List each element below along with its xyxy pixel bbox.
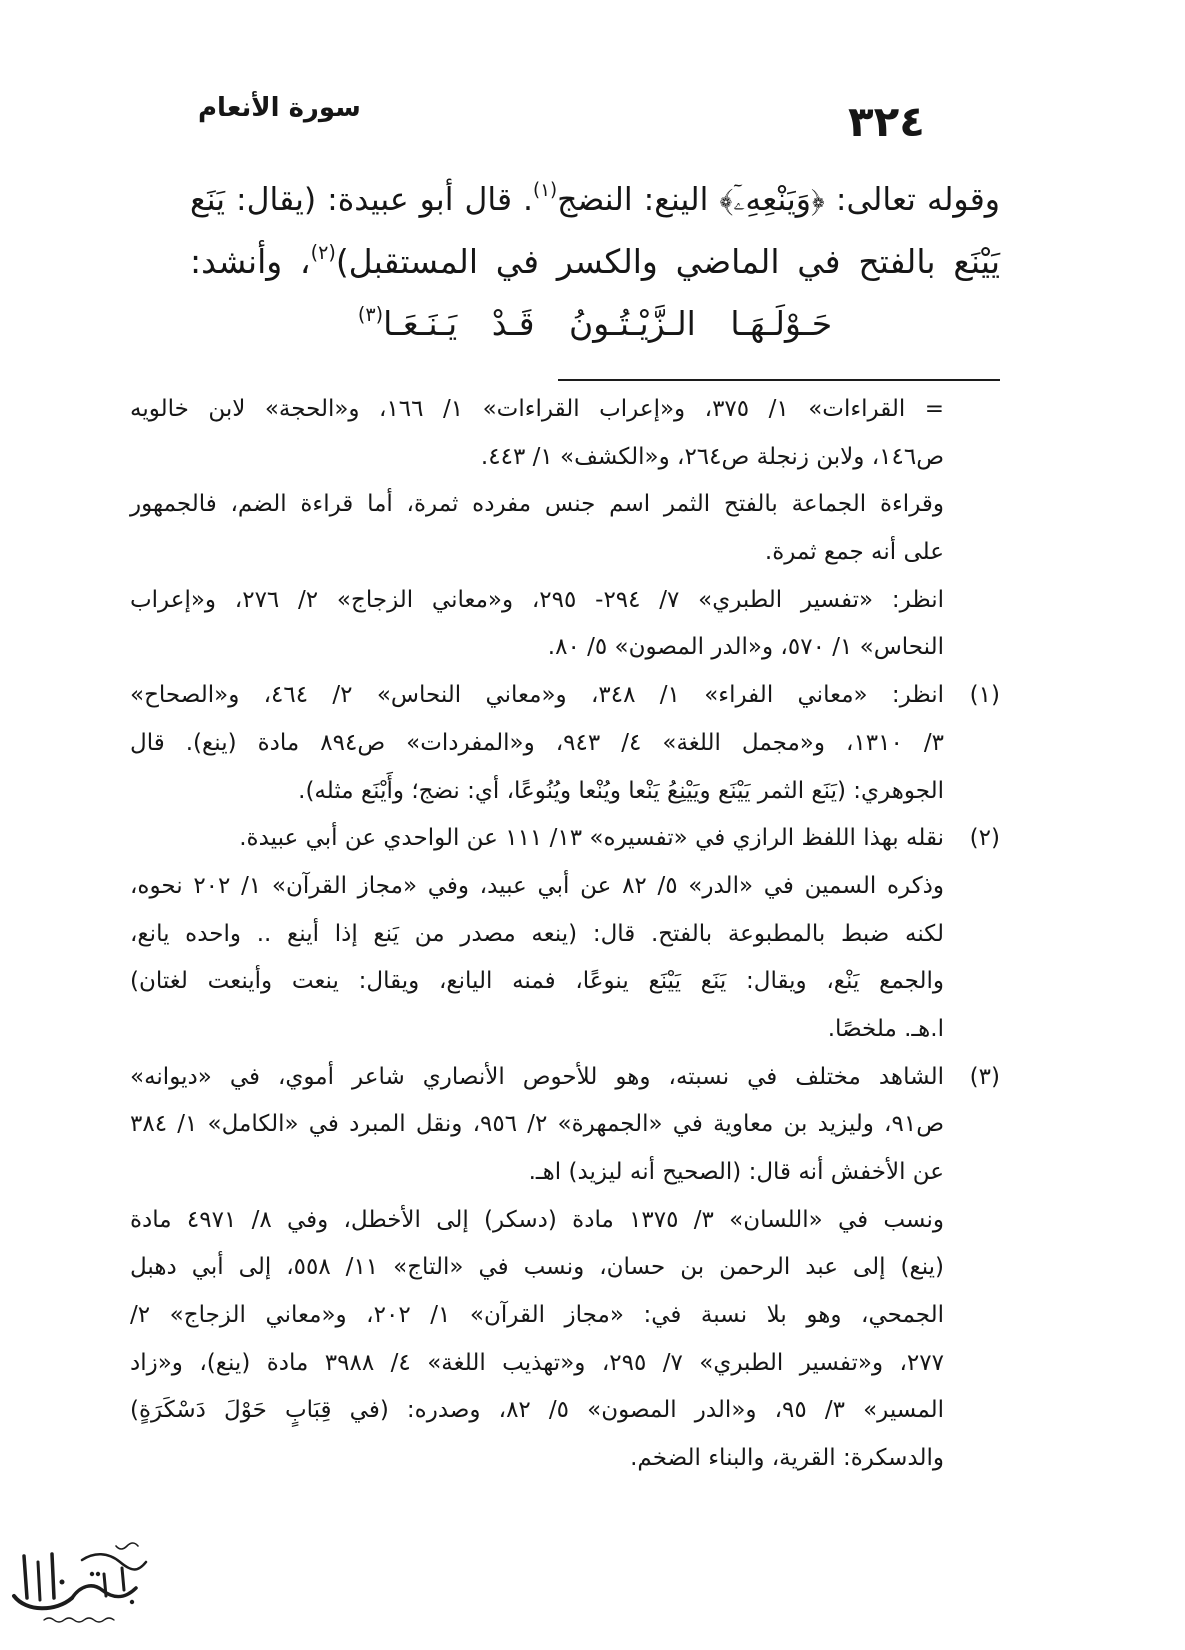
footnote-line <box>130 768 1000 816</box>
footnote-line <box>130 624 1000 672</box>
footnote-line <box>130 1387 1000 1435</box>
footnote-line <box>130 577 1000 625</box>
footnote-line <box>130 911 1000 959</box>
footnote-ref: (١) <box>533 180 558 202</box>
main-text-segment: ، وأنشد: <box>190 242 311 281</box>
main-text-segment: يَيْنَع بالفتح في الماضي والكسر في المستقبل) <box>335 242 1000 281</box>
footnote-text: النحاس» ١/ ٥٧٠، و«الدر المصون» ٥/ ٨٠. <box>547 634 944 661</box>
footnote-line <box>130 815 1000 863</box>
footnote-text: ا.هـ. ملخصًا. <box>827 1015 944 1042</box>
footnote-text: والدسكرة: القرية، والبناء الضخم. <box>630 1445 944 1472</box>
footnote-text: عن الأخفش أنه قال: (الصحيح أنه ليزيد) اهـ. <box>528 1159 944 1185</box>
footnote-text: ص٩١، وليزيد بن معاوية في «الجمهرة» ٢/ ٩٥٦، ونقل المبرد في «الكامل» ١/ ٣٨٤ <box>130 1111 945 1138</box>
footnote-text: = القراءات» ١/ ٣٧٥، و«إعراب القراءات» ١/ ١٦٦، و«الحجة» لابن خالويه <box>130 396 945 422</box>
footnote-line <box>130 386 1000 434</box>
footnote-ref: (٣) <box>357 302 384 326</box>
footnote-line <box>130 1006 1000 1054</box>
footnote-line <box>130 529 1000 577</box>
footnote-number: (٣) <box>969 1063 1000 1090</box>
footnote-separator <box>558 379 1000 381</box>
footnote-text: لكنه ضبط بالمطبوعة بالفتح. قال: (ينعه مصدر من يَنع إذا أينع .. واحده يانع، <box>130 920 944 947</box>
page-number: ٣٢٤ <box>848 97 925 146</box>
footnote-line <box>130 863 1000 911</box>
footnote-text: وذكره السمين في «الدر» ٥/ ٨٢ عن أبي عبيد، وفي «مجاز القرآن» ١/ ٢٠٢ نحوه، <box>130 872 944 899</box>
publisher-calligraphy-icon <box>4 1538 154 1630</box>
footnote-line <box>130 1197 1000 1245</box>
footnote-ref: (٢) <box>310 240 336 264</box>
footnotes <box>130 386 1000 1483</box>
footnote-text: وقراءة الجماعة بالفتح الثمر اسم جنس مفرده ثمرة، أما قراءة الضم، فالجمهور <box>130 491 944 518</box>
footnote-line <box>130 1149 1000 1197</box>
main-text-line <box>190 169 1000 231</box>
footnote-text: الشاهد مختلف في نسبته، وهو للأحوص الأنصاري شاعر أموي، في «ديوانه» <box>130 1063 944 1090</box>
footnote-text: والجمع يَنْع، ويقال: يَنَع يَيْنَع ينوعًا، فمنه اليانع، ويقال: ينعت وأينعت لغتان) <box>130 968 944 995</box>
footnote-number: (١) <box>969 682 1000 709</box>
footnote-line <box>130 958 1000 1006</box>
footnote-line <box>130 1340 1000 1388</box>
surah-title: سورة الأنعام <box>198 93 361 123</box>
footnote-text: نقله بهذا اللفظ الرازي في «تفسيره» ١٣/ ١١١ عن الواحدي عن أبي عبيدة. <box>239 825 944 852</box>
footnote-text: الجوهري: (يَنَع الثمر يَيْنَع ويَيْنِعُ يَنْعا ويُنْعا ويُنُوعًا، أي: نضج؛ وأَيْنَع مثله). <box>298 777 944 804</box>
footnote-text: (ينع) إلى عبد الرحمن بن حسان، ونسب في «التاج» ١١/ ٥٥٨، إلى أبي دهبل <box>130 1254 945 1281</box>
footnote-text: ص١٤٦، ولابن زنجلة ص٢٦٤، و«الكشف» ١/ ٤٤٣. <box>480 443 944 470</box>
footnote-text: ونسب في «اللسان» ٣/ ١٣٧٥ مادة (دسكر) إلى الأخطل، وفي ٨/ ٤٩٧١ مادة <box>130 1206 945 1233</box>
footnote-line <box>130 434 1000 482</box>
footnote-line <box>130 1054 1000 1102</box>
footnote-line <box>130 1292 1000 1340</box>
publisher-logo <box>4 1538 154 1630</box>
poem-verse-text: حَـوْلَـهَـا الـزَّيْـتُـونُ قَـدْ يَـنَـعَـا <box>383 304 833 343</box>
main-text-segment: . قال أبو عبيدة: (يقال: يَنَع <box>190 182 534 218</box>
main-text-segment: وقوله تعالى: ﴿وَيَنْعِهِۦٓ﴾ الينع: النضج <box>557 182 1000 218</box>
footnote-line <box>130 1244 1000 1292</box>
footnote-text: الجمحي، وهو بلا نسبة في: «مجاز القرآن» ١/ ٢٠٢، و«معاني الزجاج» ٢/ <box>130 1302 944 1329</box>
footnote-line <box>130 720 1000 768</box>
footnote-line <box>130 481 1000 529</box>
footnote-number: (٢) <box>969 825 1000 852</box>
footnote-text: على أنه جمع ثمرة. <box>764 539 944 566</box>
footnote-line <box>130 1435 1000 1483</box>
main-text-line <box>190 231 1000 293</box>
footnote-text: ٣/ ١٣١٠، و«مجمل اللغة» ٤/ ٩٤٣، و«المفردات» ص٨٩٤ مادة (ينع). قال <box>130 729 944 756</box>
footnote-text: انظر: «معاني الفراء» ١/ ٣٤٨، و«معاني النحاس» ٢/ ٤٦٤، و«الصحاح» <box>130 682 944 709</box>
footnote-text: ٢٧٧، و«تفسير الطبري» ٧/ ٢٩٥، و«تهذيب اللغة» ٤/ ٣٩٨٨ مادة (ينع)، و«زاد <box>130 1349 944 1376</box>
footnote-line <box>130 672 1000 720</box>
footnote-line <box>130 1101 1000 1149</box>
footnote-text: انظر: «تفسير الطبري» ٧/ ٢٩٤- ٢٩٥، و«معاني الزجاج» ٢/ ٢٧٦، و«إعراب <box>130 586 944 613</box>
footnote-text: المسير» ٣/ ٩٥، و«الدر المصون» ٥/ ٨٢، وصدره: (في قِبَابٍ حَوْلَ دَسْكَرَةٍ) <box>130 1397 945 1424</box>
poem-verse <box>190 293 1000 355</box>
main-text <box>190 169 1000 355</box>
